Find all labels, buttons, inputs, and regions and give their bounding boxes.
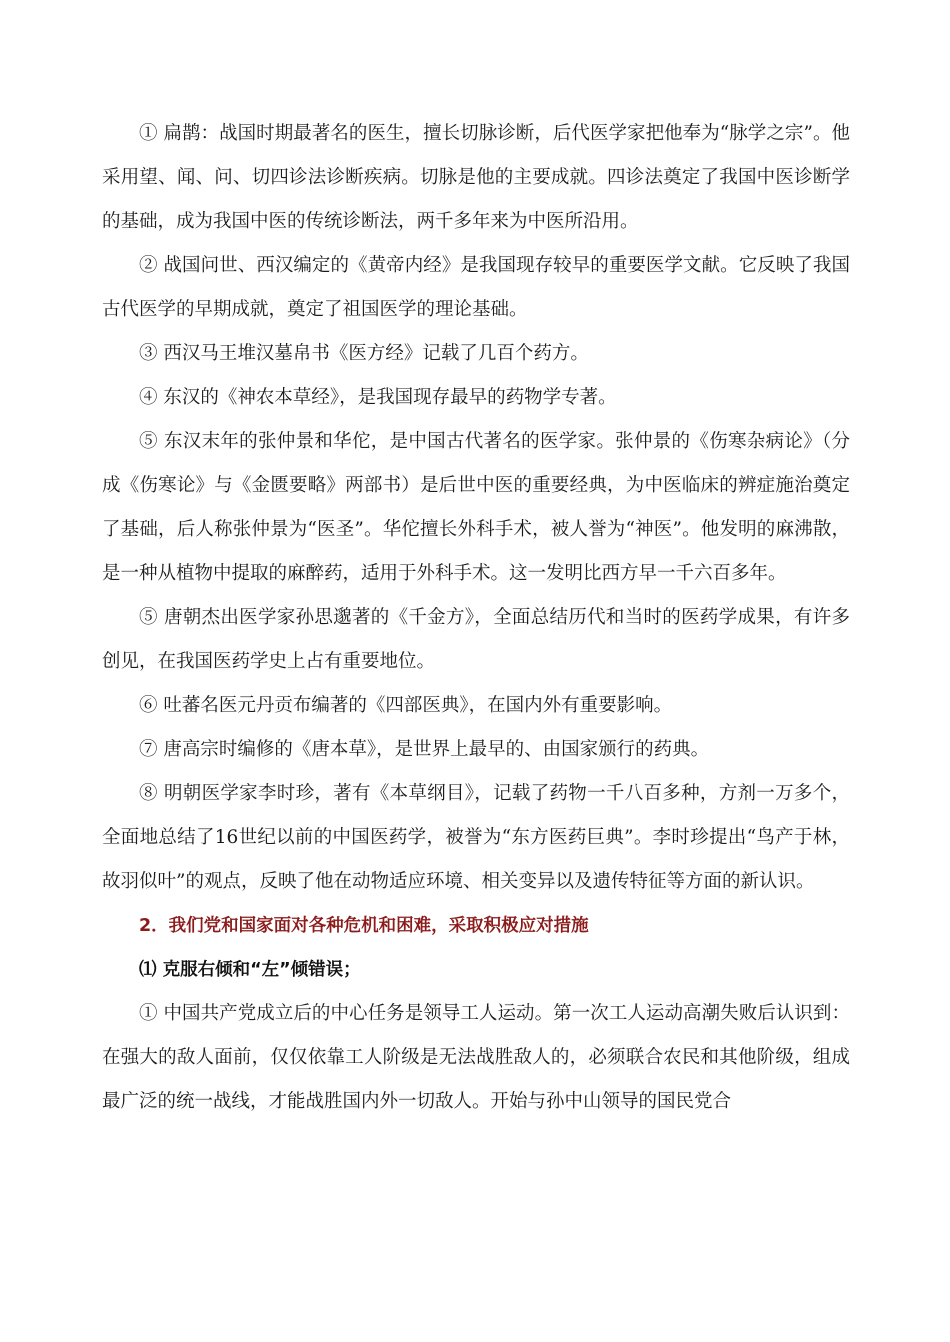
paragraph-li-shizhen: ⑧ 明朝医学家李时珍，著有《本草纲目》，记载了药物一千八百多种，方剂一万多个，全面地总结了16世纪以前的中国医药学，被誉为“东方医药巨典”。李时珍提出“鸟产于林，故羽似叶”的观点，反映了他在动物适应环境、相关变异以及遗传特征等方面的新认识。	[102, 783, 850, 892]
paragraph-shennong: ④ 东汉的《神农本草经》，是我国现存最早的药物学专著。	[139, 387, 617, 408]
paragraph-tang-bencao: ⑦ 唐高宗时编修的《唐本草》，是世界上最早的、由国家颁行的药典。	[139, 739, 710, 760]
document-body	[102, 112, 850, 1124]
section-heading: 2．我们党和国家面对各种危机和困难，采取积极应对措施	[139, 916, 589, 936]
paragraph-huangdi-neijing: ② 战国问世、西汉编定的《黄帝内经》是我国现存较早的重要医学文献。它反映了我国古代医学的早期成就，奠定了祖国医学的理论基础。	[102, 255, 850, 320]
paragraph-sun-simiao: ⑤ 唐朝杰出医学家孙思邈著的《千金方》，全面总结历代和当时的医药学成果，有许多创见，在我国医药学史上占有重要地位。	[102, 607, 850, 672]
paragraph-zhang-zhongjing-huatuo: ⑤ 东汉末年的张仲景和华佗，是中国古代著名的医学家。张仲景的《伤寒杂病论》（分成《伤寒论》与《金匮要略》两部书）是后世中医的重要经典，为中医临床的辨症施治奠定了基础，后人称张仲景为“医圣”。华佗擅长外科手术，被人誉为“神医”。他发明的麻沸散，是一种从植物中提取的麻醉药，适用于外科手术。这一发明比西方早一千六百多年。	[102, 431, 850, 584]
sub-heading: ⑴ 克服右倾和“左”倾错误；	[139, 960, 361, 980]
paragraph-mawangdui: ③ 西汉马王堆汉墓帛书《医方经》记载了几百个药方。	[139, 343, 589, 364]
paragraph-communist-party: ① 中国共产党成立后的中心任务是领导工人运动。第一次工人运动高潮失败后认识到：在强大的敌人面前，仅仅依靠工人阶级是无法战胜敌人的，必须联合农民和其他阶级，组成最广泛的统一战线，才能战胜国内外一切敌人。开始与孙中山领导的国民党合	[102, 1003, 850, 1112]
paragraph-sibu-yidian: ⑥ 吐蕃名医元丹贡布编著的《四部医典》，在国内外有重要影响。	[139, 695, 673, 716]
paragraph-bianque: ① 扁鹊：战国时期最著名的医生，擅长切脉诊断，后代医学家把他奉为“脉学之宗”。他采用望、闻、问、切四诊法诊断疾病。切脉是他的主要成就。四诊法奠定了我国中医诊断学的基础，成为我国中医的传统诊断法，两千多年来为中医所沿用。	[102, 123, 850, 232]
